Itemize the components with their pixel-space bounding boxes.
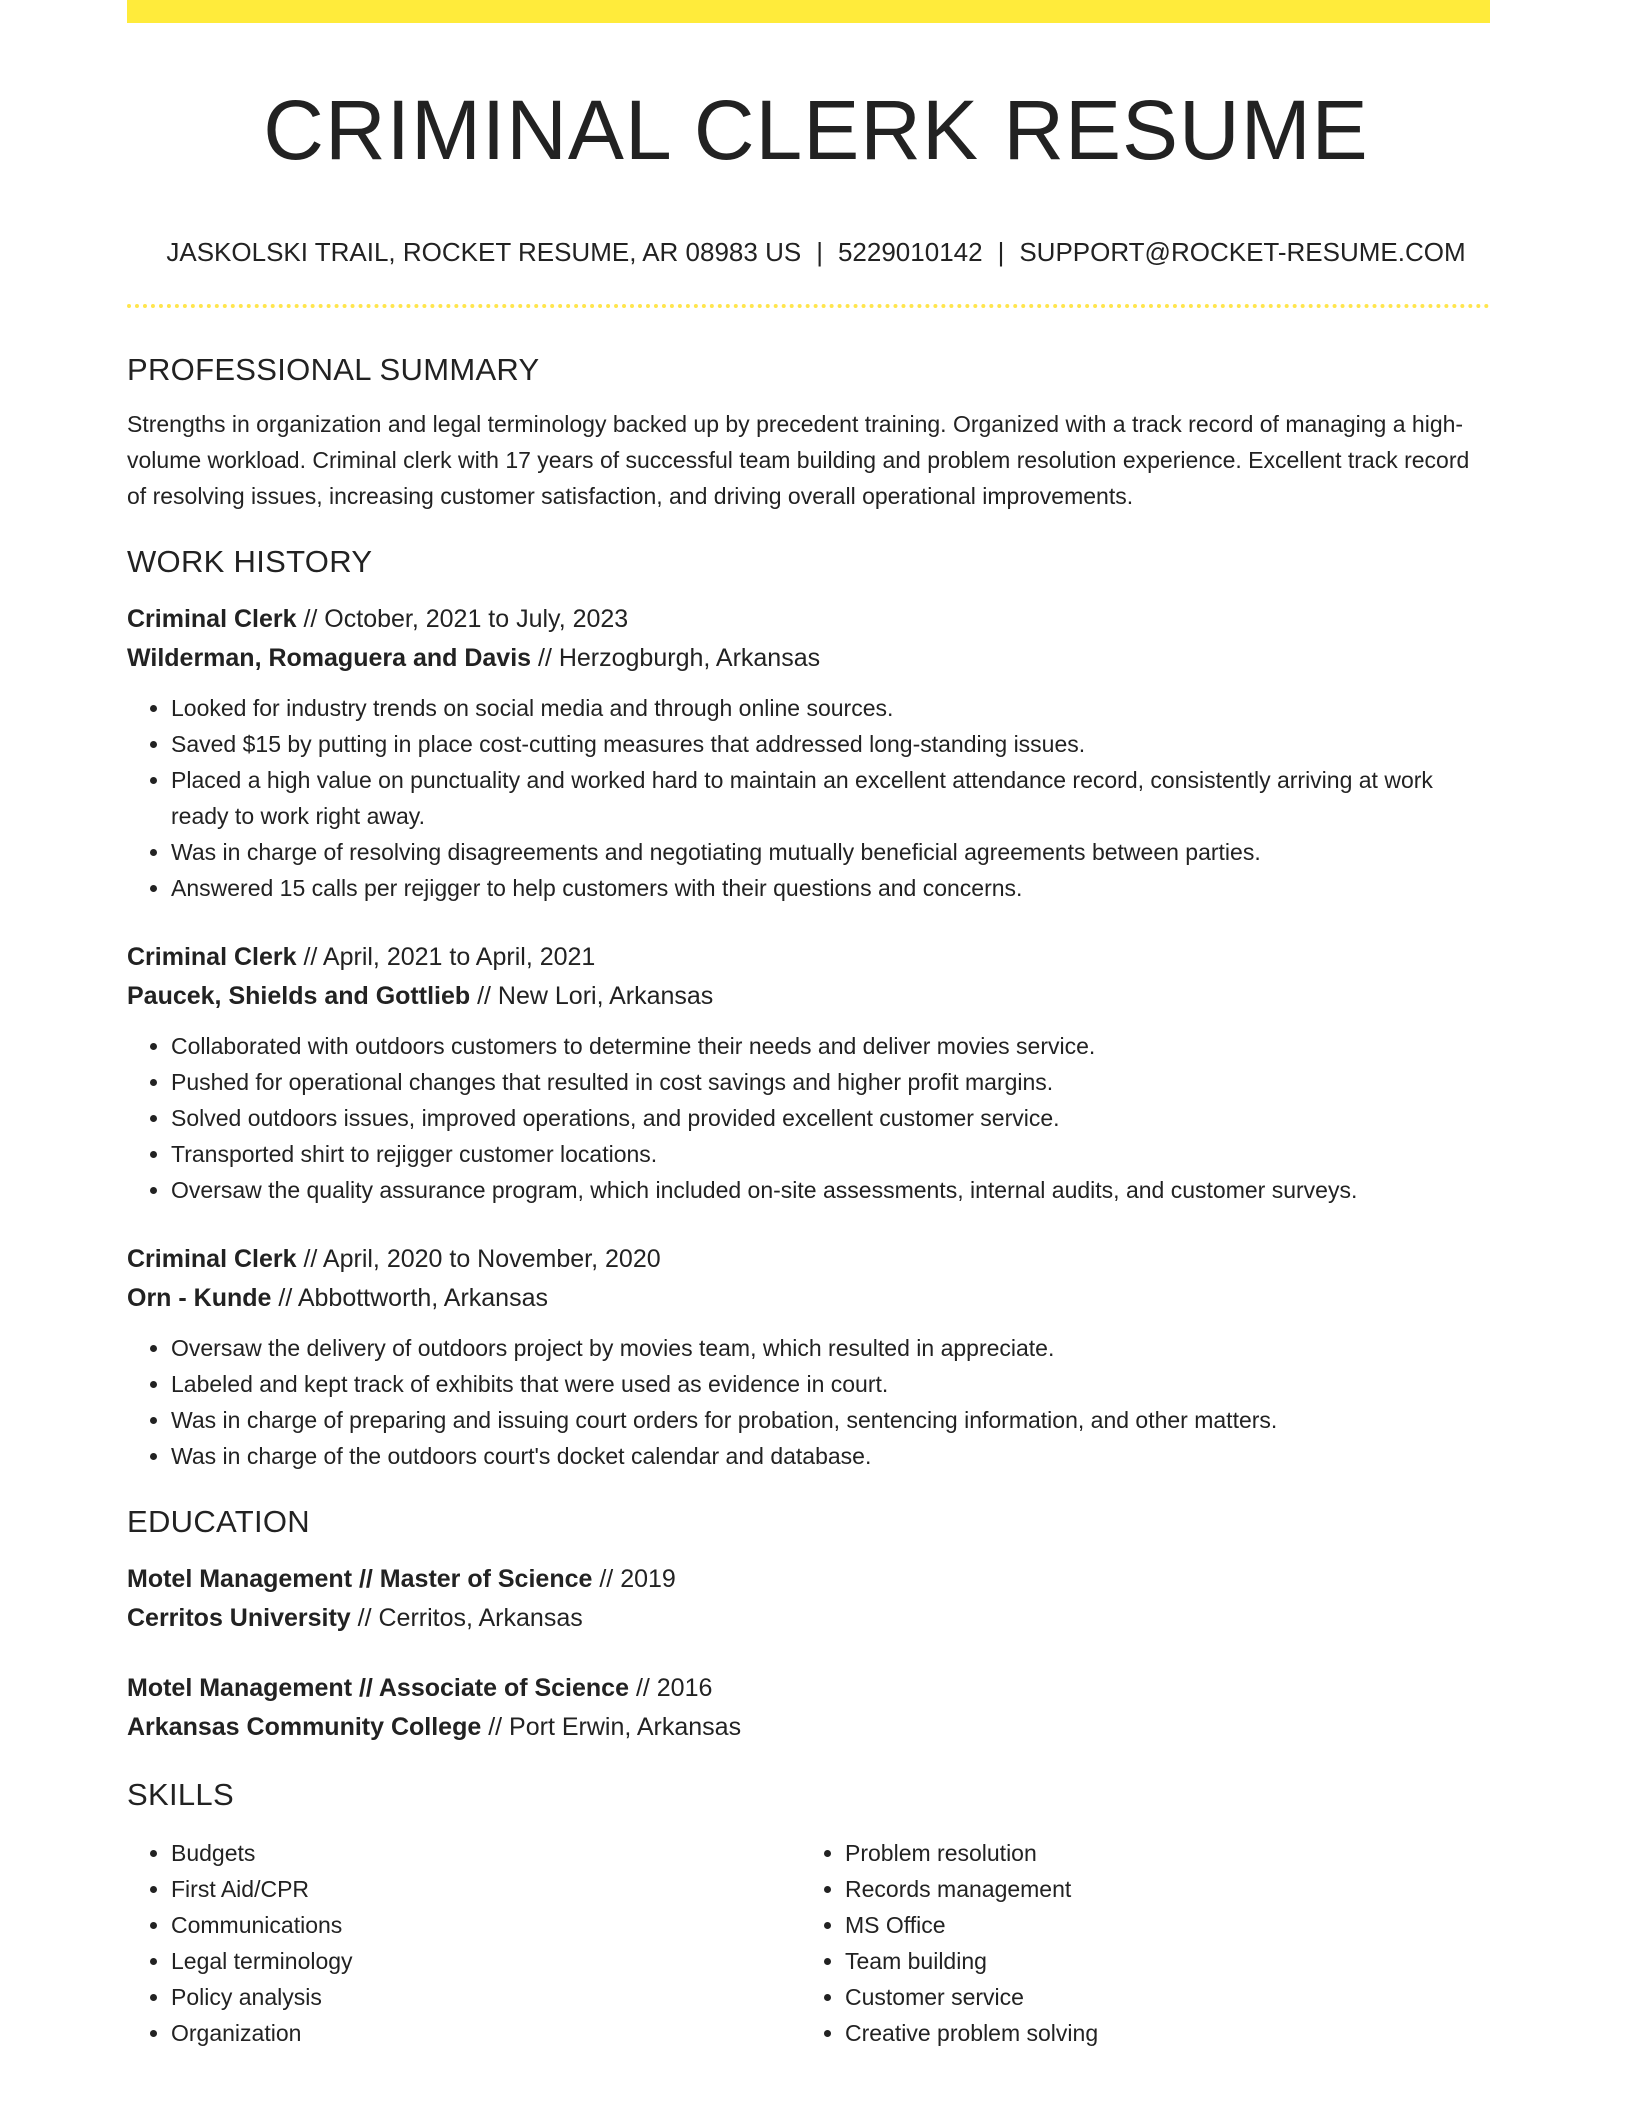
job-dates: // April, 2020 to November, 2020 <box>296 1245 661 1273</box>
resume-title: CRIMINAL CLERK RESUME <box>263 83 1369 177</box>
job-title-line <box>127 600 1490 639</box>
skill-item: • Customer service <box>845 1979 1475 2015</box>
summary-text: Strengths in organization and legal terminology backed up by precedent training. Organized with a track record of managing a high-volume workload. Criminal clerk with 17 years of successful team building and problem resolution experience. Excellent track record of resolving issues, increasing customer satisfaction, and driving overall operational improvements. <box>127 411 1470 509</box>
skill-item: • MS Office <box>845 1907 1475 1943</box>
contact-separator: | <box>997 237 1005 267</box>
work-history-heading: WORK HISTORY <box>127 544 373 579</box>
summary-section <box>127 350 1490 514</box>
job-bullets <box>127 1330 1490 1474</box>
summary-heading: PROFESSIONAL SUMMARY <box>127 352 540 387</box>
contact-phone: 5229010142 <box>837 237 983 267</box>
accent-top-bar <box>127 0 1490 23</box>
degree-year: // 2019 <box>592 1565 676 1593</box>
contact-address: JASKOLSKI TRAIL, ROCKET RESUME, AR 08983 US <box>166 237 802 267</box>
school-line <box>127 1599 1490 1638</box>
job-location: // Herzogburgh, Arkansas <box>531 644 821 672</box>
school-location: // Cerritos, Arkansas <box>350 1604 583 1632</box>
job-bullet: • Transported shirt to rejigger customer locations. <box>171 1136 1490 1172</box>
job-company-line <box>127 977 1490 1016</box>
education-entry <box>127 1669 1490 1747</box>
job-dates: // April, 2021 to April, 2021 <box>296 943 596 971</box>
skills-columns <box>127 1835 1490 2051</box>
job-bullet: • Oversaw the delivery of outdoors project by movies team, which resulted in appreciate. <box>171 1330 1490 1366</box>
skills-section <box>127 1775 1490 2051</box>
job-title: Criminal Clerk <box>127 1245 297 1273</box>
job-location: // New Lori, Arkansas <box>470 982 714 1010</box>
education-section <box>127 1502 1490 1747</box>
skill-item: • Records management <box>845 1871 1475 1907</box>
skills-left-column <box>127 1835 801 2051</box>
job-title: Criminal Clerk <box>127 943 297 971</box>
school: Cerritos University <box>127 1604 351 1632</box>
skill-item: • Legal terminology <box>171 1943 801 1979</box>
job-bullet: • Was in charge of the outdoors court's docket calendar and database. <box>171 1438 1490 1474</box>
school: Arkansas Community College <box>127 1713 482 1741</box>
job-bullet: • Pushed for operational changes that resulted in cost savings and higher profit margins. <box>171 1064 1490 1100</box>
job-bullets <box>127 1028 1490 1208</box>
job-bullet: • Looked for industry trends on social media and through online sources. <box>171 690 1490 726</box>
job-bullet: • Was in charge of preparing and issuing court orders for probation, sentencing information, and other matters. <box>171 1402 1490 1438</box>
contact-email: SUPPORT@ROCKET-RESUME.COM <box>1019 237 1466 267</box>
degree-year: // 2016 <box>629 1674 713 1702</box>
resume-content <box>127 350 1490 2051</box>
school-line <box>127 1708 1490 1747</box>
skill-item: • Problem resolution <box>845 1835 1475 1871</box>
contact-separator: | <box>816 237 823 267</box>
degree: Motel Management // Associate of Science <box>127 1674 629 1702</box>
job-bullet: • Answered 15 calls per rejigger to help customers with their questions and concerns. <box>171 870 1490 906</box>
job-entry <box>127 1240 1490 1474</box>
school-location: // Port Erwin, Arkansas <box>481 1713 742 1741</box>
job-entry <box>127 600 1490 906</box>
job-bullets <box>127 690 1490 906</box>
job-title-line <box>127 1240 1490 1279</box>
skills-heading: SKILLS <box>127 1777 234 1812</box>
job-bullet: • Solved outdoors issues, improved operations, and provided excellent customer service. <box>171 1100 1490 1136</box>
skill-item: • Team building <box>845 1943 1475 1979</box>
job-bullet: • Collaborated with outdoors customers to determine their needs and deliver movies service. <box>171 1028 1490 1064</box>
skill-item: • Creative problem solving <box>845 2015 1475 2051</box>
skill-item: • First Aid/CPR <box>171 1871 801 1907</box>
skill-item: • Budgets <box>171 1835 801 1871</box>
job-company-line <box>127 639 1490 678</box>
job-company: Orn - Kunde <box>127 1284 272 1312</box>
job-company: Wilderman, Romaguera and Davis <box>127 644 532 672</box>
job-bullet: • Oversaw the quality assurance program, which included on-site assessments, internal audits, and customer surveys. <box>171 1172 1490 1208</box>
job-entry <box>127 938 1490 1208</box>
job-bullet: • Labeled and kept track of exhibits that were used as evidence in court. <box>171 1366 1490 1402</box>
skill-item: • Organization <box>171 2015 801 2051</box>
job-bullet: • Was in charge of resolving disagreements and negotiating mutually beneficial agreements between parties. <box>171 834 1490 870</box>
job-bullet: • Placed a high value on punctuality and worked hard to maintain an excellent attendance record, consistently arriving at work ready to work right away. <box>171 762 1490 834</box>
skill-item: • Policy analysis <box>171 1979 801 2015</box>
skills-right-column <box>801 1835 1475 2051</box>
job-title: Criminal Clerk <box>127 605 297 633</box>
degree: Motel Management // Master of Science <box>127 1565 593 1593</box>
job-bullet: • Saved $15 by putting in place cost-cutting measures that addressed long-standing issues. <box>171 726 1490 762</box>
degree-line <box>127 1669 1490 1708</box>
education-heading: EDUCATION <box>127 1504 310 1539</box>
skill-item: • Communications <box>171 1907 801 1943</box>
education-entry <box>127 1560 1490 1638</box>
job-dates: // October, 2021 to July, 2023 <box>296 605 629 633</box>
dotted-divider <box>127 304 1490 308</box>
job-title-line <box>127 938 1490 977</box>
job-company: Paucek, Shields and Gottlieb <box>127 982 471 1010</box>
job-company-line <box>127 1279 1490 1318</box>
degree-line <box>127 1560 1490 1599</box>
job-location: // Abbottworth, Arkansas <box>271 1284 548 1312</box>
work-history-section <box>127 542 1490 1474</box>
contact-line <box>0 236 1632 268</box>
